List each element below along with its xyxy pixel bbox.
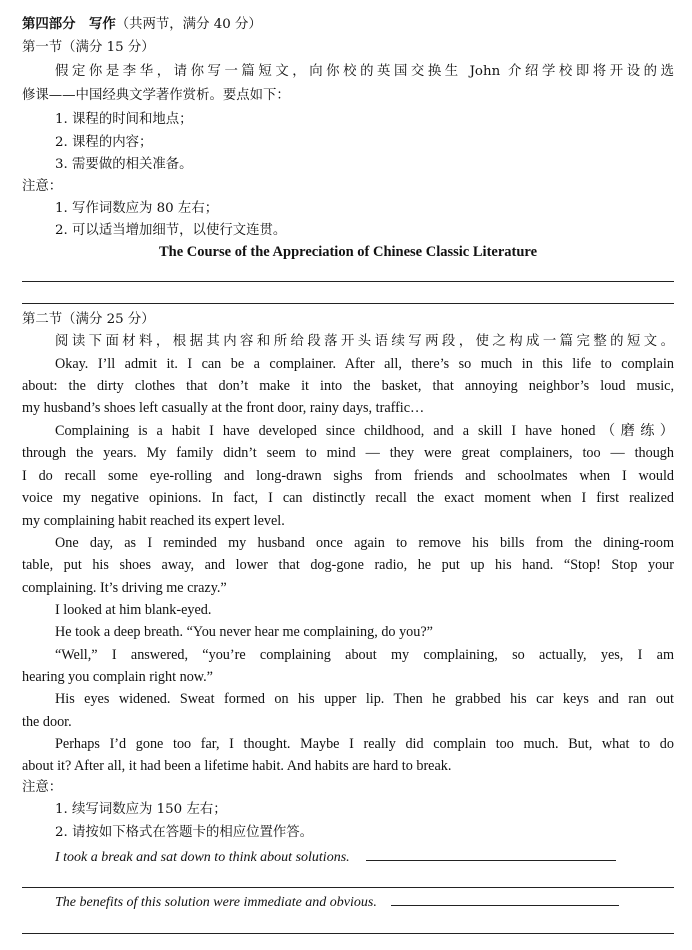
answer-line bbox=[22, 281, 674, 282]
passage-line: my complaining habit reached its expert level. bbox=[22, 513, 285, 529]
passage-line: His eyes widened. Sweat formed on his upper lip. Then he grabbed his car keys and ran out bbox=[55, 691, 674, 707]
passage-line: about: the dirty clothes that don’t make it into the basket, that annoying neighbor’s loud music, bbox=[22, 378, 674, 394]
part-heading bbox=[22, 14, 674, 35]
passage-line: Perhaps I’d gone too far, I thought. Maybe I really did complain too much. But, what to do bbox=[55, 736, 674, 752]
section1-note-1: 1. 写作词数应为 80 左右； bbox=[55, 201, 219, 216]
section1-point-3: 3. 需要做的相关准备。 bbox=[55, 157, 193, 172]
section1-task-line-2: 修课——中国经典文学著作赏析。要点如下： bbox=[22, 88, 290, 103]
answer-line bbox=[22, 887, 674, 888]
section1-point-2: 2. 课程的内容； bbox=[55, 135, 153, 150]
passage-line: One day, as I reminded my husband once again to remove his bills from the dining-room bbox=[55, 535, 674, 551]
passage-line: voice my negative opinions. In fact, I can distinctly recall the exact moment when I first realized bbox=[22, 490, 674, 506]
passage-line: “Well,” I answered, “you’re complaining about my complaining, so actually, yes, I am bbox=[55, 647, 674, 663]
section1-title: 第一节（满分 15 分） bbox=[22, 40, 155, 55]
passage-line: about it? After all, it had been a lifetime habit. And habits are hard to break. bbox=[22, 758, 452, 774]
writing-blank bbox=[366, 846, 616, 861]
paragraph2-opening-text: The benefits of this solution were immediate and obvious. bbox=[55, 895, 377, 910]
section1-task-line-1: 假定你是李华，请你写一篇短文，向你校的英国交换生 John 介绍学校即将开设的选 bbox=[55, 64, 674, 79]
paragraph2-opening bbox=[55, 891, 674, 913]
section2-note-1: 1. 续写词数应为 150 左右； bbox=[55, 802, 227, 817]
passage-line: I looked at him blank-eyed. bbox=[55, 602, 212, 618]
section2-task: 阅读下面材料，根据其内容和所给段落开头语续写两段，使之构成一篇完整的短文。 bbox=[55, 334, 674, 349]
section2-note-2: 2. 请按如下格式在答题卡的相应位置作答。 bbox=[55, 825, 314, 840]
passage-line: Okay. I’ll admit it. I can be a complainer. After all, there’s so much in this life to complain bbox=[55, 356, 674, 372]
passage-line: complaining. It’s driving me crazy.” bbox=[22, 580, 227, 596]
section1-note-label: 注意： bbox=[22, 179, 63, 194]
passage-line: my husband’s shoes left casually at the front door, rainy days, traffic… bbox=[22, 400, 425, 416]
essay-title: The Course of the Appreciation of Chinese Classic Literature bbox=[158, 244, 538, 260]
passage-line: hearing you complain right now.” bbox=[22, 669, 213, 685]
section2-title: 第二节（满分 25 分） bbox=[22, 312, 155, 327]
section2-note-label: 注意： bbox=[22, 780, 63, 795]
part-score-note: （共两节，满分 40 分） bbox=[115, 17, 262, 32]
passage-line: He took a deep breath. “You never hear me complaining, do you?” bbox=[55, 624, 433, 640]
passage-line: through the years. My family didn’t seem to mind — they were great complainers, too — though bbox=[22, 445, 674, 461]
section1-note-2: 2. 可以适当增加细节，以使行文连贯。 bbox=[55, 223, 287, 238]
writing-blank bbox=[391, 891, 619, 906]
part-title: 第四部分 写作 bbox=[22, 16, 116, 32]
answer-line bbox=[22, 933, 674, 934]
passage-line: the door. bbox=[22, 714, 72, 730]
section1-point-1: 1. 课程的时间和地点； bbox=[55, 112, 193, 127]
paragraph1-opening bbox=[55, 846, 674, 868]
passage-line: Complaining is a habit I have developed since childhood, and a skill I have honed（磨练） bbox=[55, 423, 674, 439]
paragraph1-opening-text: I took a break and sat down to think about solutions. bbox=[55, 850, 350, 865]
answer-line bbox=[22, 303, 674, 304]
passage-line: I do recall some eye-rolling and long-drawn sighs from friends and schoolmates when I would bbox=[22, 468, 674, 484]
passage-line: table, put his shoes away, and lower that dog-gone radio, he put up his hand. “Stop! Stop your bbox=[22, 557, 674, 573]
